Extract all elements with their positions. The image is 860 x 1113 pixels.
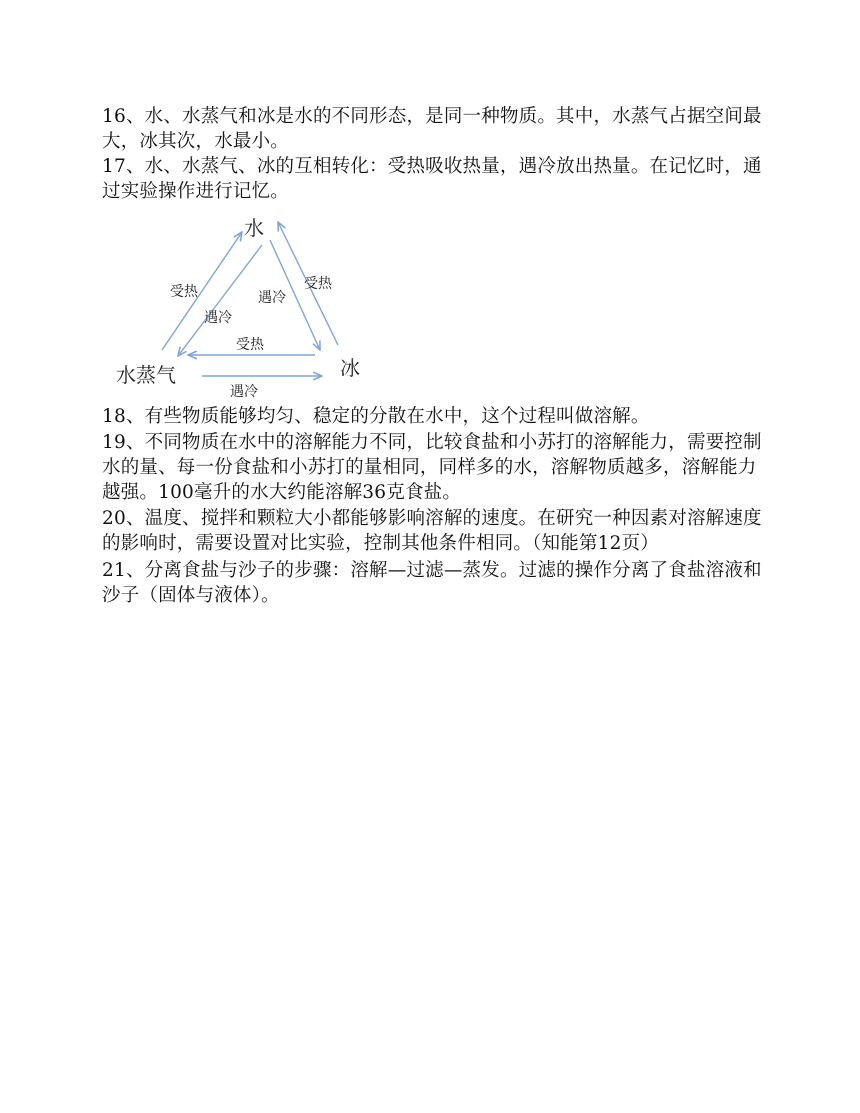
paragraph-16: 16、水、水蒸气和冰是水的不同形态，是同一种物质。其中，水蒸气占据空间最大，冰其次，水最小。 — [102, 106, 762, 152]
label-ice-to-water: 受热 — [304, 276, 332, 292]
label-vapor-to-water: 受热 — [170, 284, 198, 300]
paragraph-18: 18、有些物质能够均匀、稳定的分散在水中，这个过程叫做溶解。 — [102, 406, 650, 427]
label-water-to-ice: 遇冷 — [258, 290, 286, 306]
label-ice-to-vapor: 受热 — [236, 337, 264, 353]
node-water: 水 — [244, 216, 264, 240]
paragraph-19: 19、不同物质在水中的溶解能力不同，比较食盐和小苏打的溶解能力，需要控制水的量、每一份食盐和小苏打的量相同，同样多的水，溶解物质越多，溶解能力越强。100毫升的水大约能溶解36克食盐。 — [102, 432, 762, 503]
label-vapor-to-ice: 遇冷 — [230, 384, 258, 400]
paragraph-20: 20、温度、搅拌和颗粒大小都能够影响溶解的速度。在研究一种因素对溶解速度的影响时，需要设置对比实验，控制其他条件相同。（知能第12页） — [102, 508, 762, 554]
label-water-to-vapor: 遇冷 — [204, 310, 232, 326]
paragraph-17: 17、水、水蒸气、冰的互相转化：受热吸收热量，遇冷放出热量。在记忆时，通过实验操作进行记忆。 — [102, 156, 762, 202]
paragraph-21: 21、分离食盐与沙子的步骤：溶解—过滤—蒸发。过滤的操作分离了食盐溶液和沙子（固体与液体）。 — [102, 560, 762, 606]
node-ice: 冰 — [340, 356, 360, 380]
node-vapor: 水蒸气 — [116, 363, 176, 387]
water-state-diagram — [110, 210, 370, 405]
